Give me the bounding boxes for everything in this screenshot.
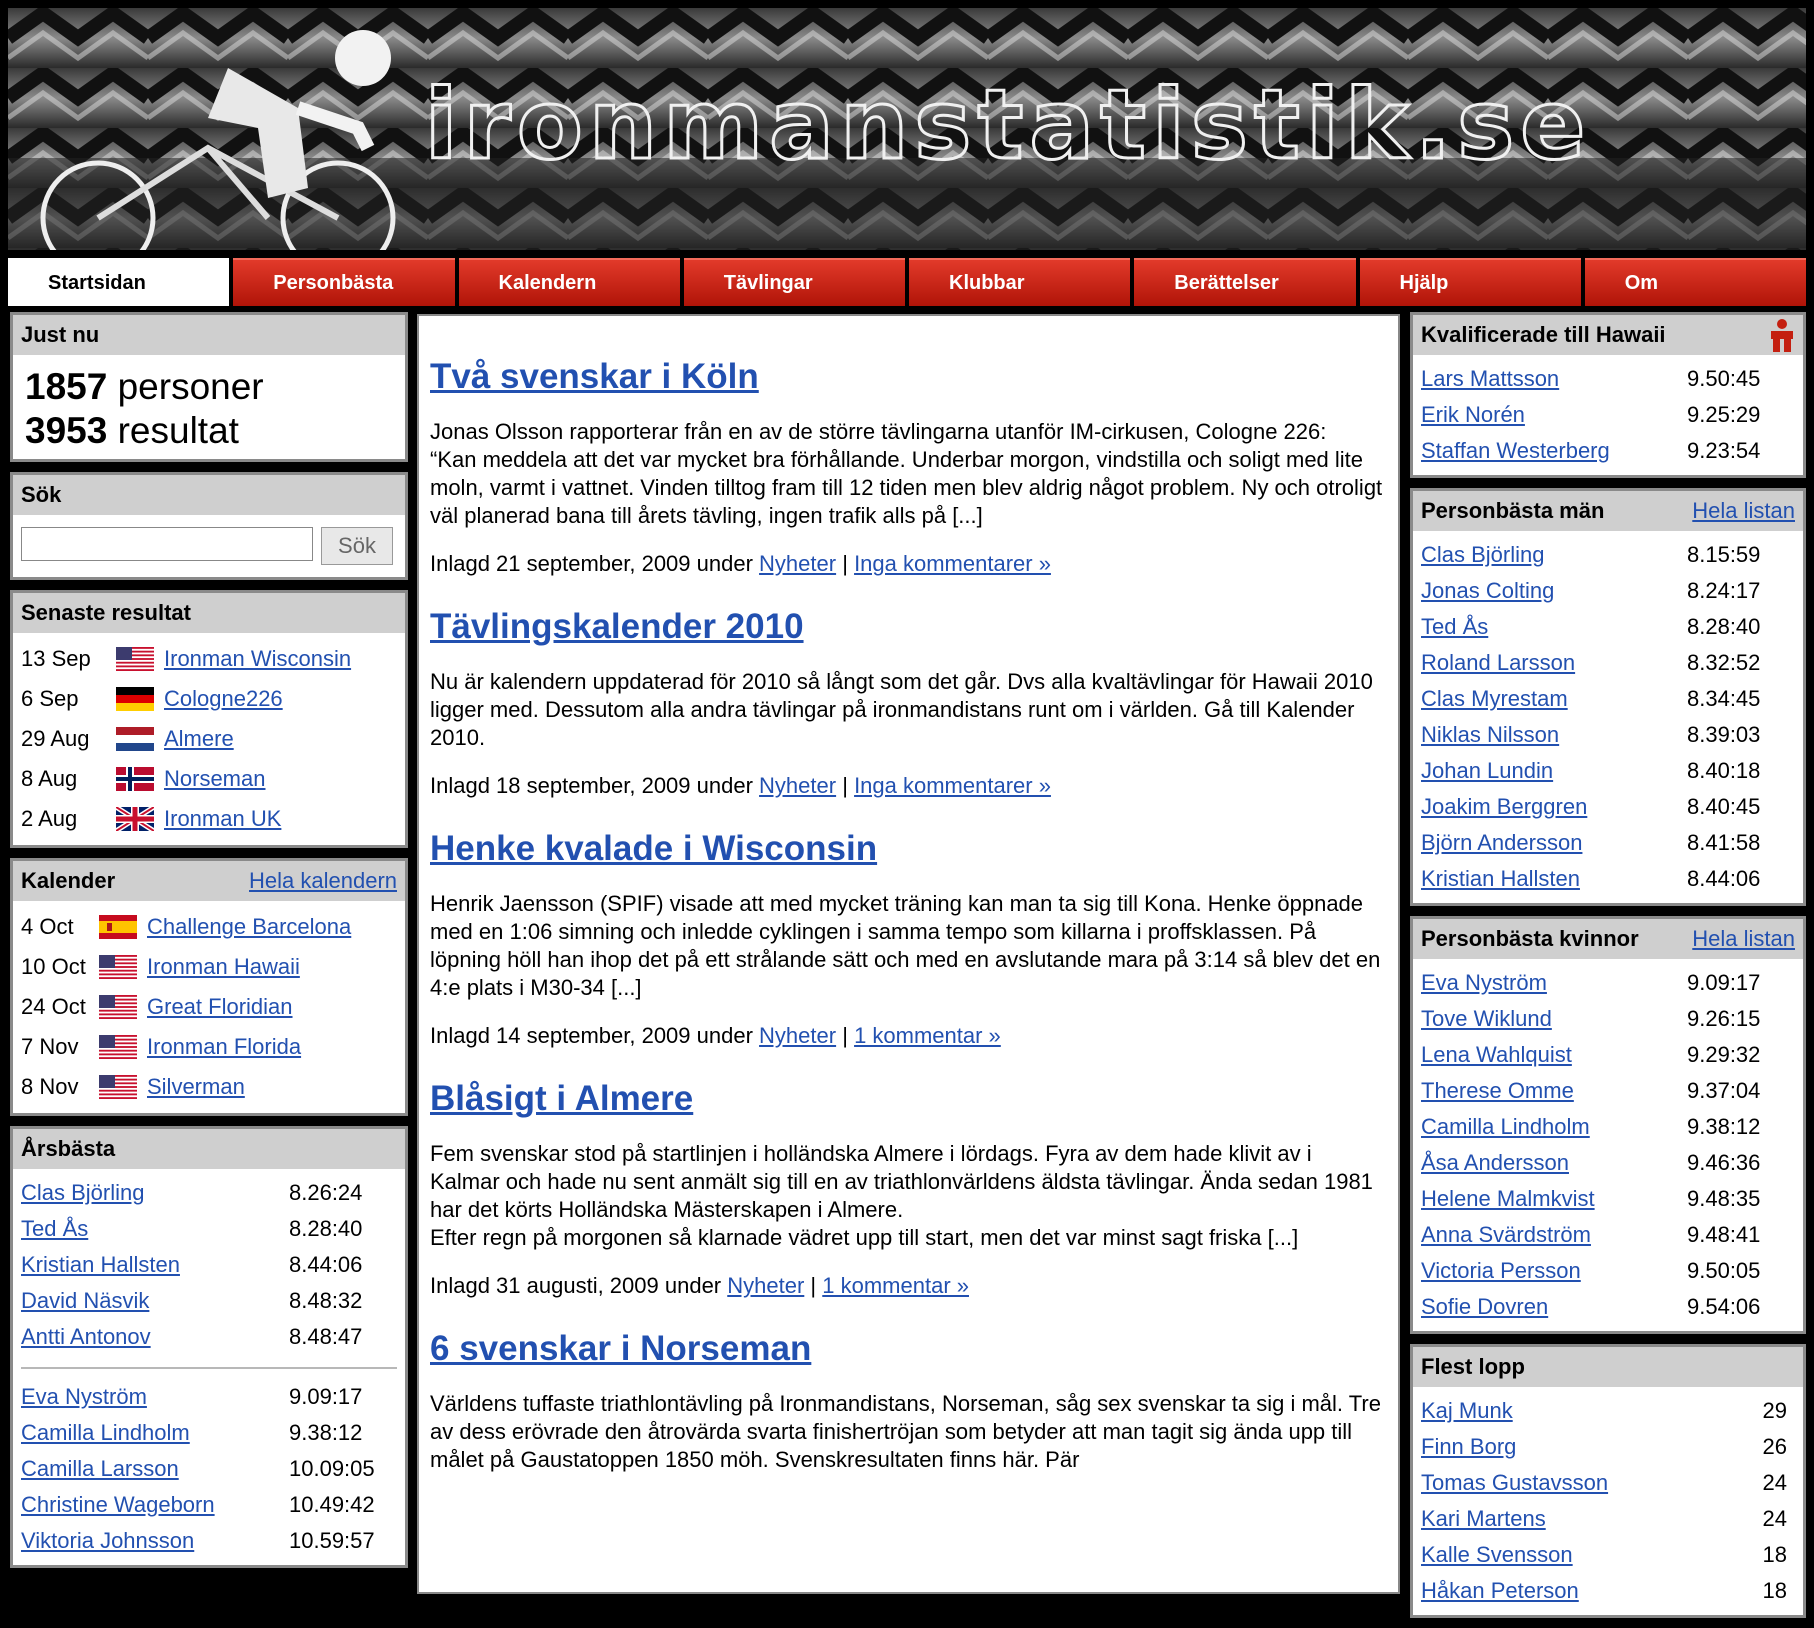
box-header [13,861,405,901]
list-item [1421,1393,1795,1429]
article-meta [430,772,1387,800]
article-title-link[interactable]: Två svenskar i Köln [430,357,759,396]
search-box [10,472,408,580]
person-link[interactable]: Roland Larsson [1421,650,1576,675]
hela-listan-men-link[interactable]: Hela listan [1692,498,1795,523]
person-link[interactable]: Finn Borg [1421,1434,1517,1459]
list-item [1421,1109,1795,1145]
person-link[interactable]: Jonas Colting [1421,578,1555,603]
finish-time: 8.39:03 [1687,722,1761,747]
box-header [1413,919,1803,959]
list-item [1421,753,1795,789]
arsbasta-women-list [21,1379,397,1559]
site-banner [8,8,1806,250]
flag-netherlands-icon [116,727,154,751]
list-item [1421,1253,1795,1289]
person-link[interactable]: Anna Svärdström [1421,1222,1591,1247]
finish-time: 9.25:29 [1687,402,1761,427]
list-item [1421,397,1795,433]
pb-men-box [1410,488,1806,906]
finish-time: 9.26:15 [1687,1006,1761,1031]
person-link[interactable]: Kristian Hallsten [1421,866,1580,891]
person-link[interactable]: David Näsvik [21,1288,150,1313]
box-title: Senaste resultat [21,600,191,625]
article-meta [430,550,1387,578]
article-title-link[interactable]: Blåsigt i Almere [430,1079,694,1118]
list-item [21,1319,397,1355]
event-row [21,679,397,719]
nav-tab-hjalp[interactable]: Hjälp [1360,258,1581,306]
box-header [1413,315,1803,355]
article-title-link[interactable]: 6 svenskar i Norseman [430,1329,812,1368]
site-logo-text: ironmanstatistik.se [424,69,1592,181]
article [419,1078,1398,1300]
event-date: 24 Oct [21,994,86,1019]
box-title: Årsbästa [21,1136,116,1161]
category-link[interactable]: Nyheter [727,1273,805,1298]
article-meta [430,1272,1387,1300]
comments-link[interactable]: 1 kommentar » [822,1273,969,1298]
person-link[interactable]: Clas Björling [21,1180,145,1205]
event-row [21,987,397,1027]
person-link[interactable]: Camilla Larsson [21,1456,179,1481]
finish-time: 8.26:24 [289,1180,363,1205]
event-date: 7 Nov [21,1034,79,1059]
persons-label: personer [117,366,264,407]
category-link[interactable]: Nyheter [759,551,837,576]
finish-time: 8.44:06 [289,1252,363,1277]
finish-time: 8.44:06 [1687,866,1761,891]
nav-tab-om[interactable]: Om [1585,258,1806,306]
person-link[interactable]: Åsa Andersson [1421,1150,1569,1175]
event-date: 29 Aug [21,726,90,751]
list-item [1421,537,1795,573]
finish-time: 10.59:57 [289,1528,375,1553]
finish-time: 8.32:52 [1687,650,1761,675]
person-link[interactable]: Clas Björling [1421,542,1545,567]
pb-women-list [1413,959,1803,1331]
category-link[interactable]: Nyheter [759,1023,837,1048]
right-sidebar [1410,312,1806,1628]
list-item [21,1175,397,1211]
flag-usa-icon [99,955,137,979]
list-item [21,1247,397,1283]
comments-link[interactable]: Inga kommentarer » [854,773,1051,798]
box-title: Personbästa män [1421,498,1605,523]
person-link[interactable]: Kalle Svensson [1421,1542,1573,1567]
list-item [1421,1573,1795,1609]
list-item [1421,1145,1795,1181]
event-row [21,947,397,987]
finish-time: 10.09:05 [289,1456,375,1481]
search-button[interactable]: Sök [321,527,393,565]
event-link[interactable]: Ironman UK [164,806,282,831]
person-link[interactable]: Johan Lundin [1421,758,1554,783]
list-item [21,1211,397,1247]
event-row [21,759,397,799]
list-item [1421,609,1795,645]
finish-time: 9.48:41 [1687,1222,1761,1247]
list-item [1421,1181,1795,1217]
article-paragraph: Efter regn på morgonen så klarnade vädret upp till start, men det var minst sagt friska [...] [430,1225,1299,1250]
category-link[interactable]: Nyheter [759,773,837,798]
event-link[interactable]: Cologne226 [164,686,283,711]
article-paragraph: Henrik Jaensson (SPIF) visade att med mycket träning kan man ta sig till Kona. Henke öppnade med en 1:06 simning och inledde cyklingen i samma tempo som killarna i proffsklassen. På löpning höll han ihop det på ett strålande sätt och med en avslutande mara på 3:14 så blev det en 4:e plats i M30-34 [...] [430,891,1381,1000]
list-item [1421,1465,1795,1501]
article-paragraph: Nu är kalendern uppdaterad för 2010 så långt som det går. Dvs alla kvaltävlingar för Hawaii 2010 ligger med. Dessutom alla andra tävlingar på ironmandistans runt om i världen. Gå till Kalender 2010. [430,669,1373,750]
finish-time: 9.09:17 [289,1384,363,1409]
person-link[interactable]: Kristian Hallsten [21,1252,180,1277]
meta-separator: | [810,1273,817,1298]
meta-separator: | [842,773,848,798]
box-header [13,315,405,355]
person-link[interactable]: Antti Antonov [21,1324,151,1349]
meta-separator: | [842,551,848,576]
box-title: Kalender [21,868,116,893]
finish-time: 9.29:32 [1687,1042,1761,1067]
finish-time: 8.28:40 [1687,614,1761,639]
article-excerpt [430,890,1387,1002]
finish-time: 8.34:45 [1687,686,1761,711]
finish-time: 9.48:35 [1687,1186,1761,1211]
finish-time: 9.38:12 [1687,1114,1761,1139]
person-link[interactable]: Ted Ås [21,1216,89,1241]
article-excerpt [430,1140,1387,1252]
event-date: 2 Aug [21,806,78,831]
article [419,828,1398,1050]
person-link[interactable]: Ted Ås [1421,614,1489,639]
list-item [1421,965,1795,1001]
flag-usa-icon [99,1075,137,1099]
just-nu-box [10,312,408,462]
finish-time: 8.15:59 [1687,542,1761,567]
finish-time: 9.50:05 [1687,1258,1761,1283]
flag-usa-icon [99,995,137,1019]
kalender-list [13,901,405,1113]
post-date: Inlagd 21 september, 2009 under [430,551,753,576]
event-date: 6 Sep [21,686,79,711]
finish-time: 8.41:58 [1687,830,1761,855]
event-link[interactable]: Norseman [164,766,266,791]
event-row [21,907,397,947]
post-date: Inlagd 14 september, 2009 under [430,1023,753,1048]
event-date: 4 Oct [21,914,74,939]
person-link[interactable]: Lars Mattsson [1421,366,1560,391]
list-item [21,1283,397,1319]
kalender-box [10,858,408,1116]
list-item [1421,1501,1795,1537]
person-link[interactable]: Viktoria Johnsson [21,1528,195,1553]
nav-tab-kalendern[interactable]: Kalendern [459,258,680,306]
box-title: Sök [21,482,62,507]
list-item [21,1379,397,1415]
person-link[interactable]: Eva Nyström [1421,970,1547,995]
person-link[interactable]: Joakim Berggren [1421,794,1588,819]
arsbasta-box [10,1126,408,1568]
nav-tab-personbasta[interactable]: Personbästa [233,258,454,306]
list-item [1421,717,1795,753]
event-row [21,639,397,679]
ironman-logo-icon [1769,318,1795,352]
box-header [13,1129,405,1169]
event-date: 10 Oct [21,954,86,979]
person-link[interactable]: Victoria Persson [1421,1258,1581,1283]
person-link[interactable]: Erik Norén [1421,402,1525,427]
list-item [1421,861,1795,897]
senaste-resultat-box [10,590,408,848]
hawaii-box [1410,312,1806,478]
person-link[interactable]: Tove Wiklund [1421,1006,1552,1031]
article-paragraph: “Kan meddela att det var mycket bra förhållande. Underbar morgon, vindstilla och soligt med lite moln, varmt i vattnet. Vinden tilltog fram till 12 tiden men blev aldrig något problem. Ny och otroligt väl planerad bana till årets tävling, ingen trafik alls på [...] [430,447,1383,528]
article-excerpt [430,1390,1387,1474]
event-link[interactable]: Challenge Barcelona [147,914,352,939]
divider [21,1367,397,1369]
box-header [1413,1347,1803,1387]
post-date: Inlagd 18 september, 2009 under [430,773,753,798]
pb-women-box [1410,916,1806,1334]
person-link[interactable]: Camilla Lindholm [21,1420,190,1445]
article-meta [430,1022,1387,1050]
flest-lopp-box [1410,1344,1806,1618]
event-link[interactable]: Ironman Hawaii [147,954,300,979]
finish-time: 8.48:47 [289,1324,363,1349]
list-item [21,1451,397,1487]
list-item [21,1487,397,1523]
hela-kalendern-link[interactable]: Hela kalendern [249,868,397,893]
person-link[interactable]: Christine Wageborn [21,1492,215,1517]
article-list [419,316,1398,1474]
person-link[interactable]: Eva Nyström [21,1384,147,1409]
person-link[interactable]: Kari Martens [1421,1506,1546,1531]
list-item [21,1523,397,1559]
article-paragraph: Fem svenskar stod på startlinjen i holländska Almere i lördags. Fyra av dem hade klivit av i Kalmar och hade nu sent anmält sig till en av triathlonvärldens äldsta tävlingar. Ända sedan 1981 har det körts Holländska Mästerskapen i Almere. [430,1141,1373,1222]
event-date: 8 Nov [21,1074,79,1099]
results-count: 3953 [25,410,108,451]
list-item [1421,1217,1795,1253]
flag-usa-icon [116,647,154,671]
pb-men-list [1413,531,1803,903]
event-date: 8 Aug [21,766,78,791]
list-item [21,1415,397,1451]
nav-tab-berattelser[interactable]: Berättelser [1134,258,1355,306]
list-item [1421,433,1795,469]
person-link[interactable]: Tomas Gustavsson [1421,1470,1609,1495]
results-label: resultat [117,410,239,451]
article-paragraph: Världens tuffaste triathlontävling på Ironmandistans, Norseman, såg sex svenskar ta sig i mål. Tre av dess erövrade den åtrovärda svarta finishertröjan som betyder att man tagit sig ända upp till målet på Gaustatoppen 1850 möh. Svenskresultaten finns här. Pär [430,1391,1381,1472]
persons-count: 1857 [25,366,108,407]
article-title-link[interactable]: Henke kvalade i Wisconsin [430,829,878,868]
list-item [1421,361,1795,397]
nav-tab-klubbar[interactable]: Klubbar [909,258,1130,306]
finish-time: 8.48:32 [289,1288,363,1313]
person-link[interactable]: Sofie Dovren [1421,1294,1549,1319]
article-title-link[interactable]: Tävlingskalender 2010 [430,607,804,646]
race-count: 29 [1762,1398,1787,1423]
box-header [1413,491,1803,531]
race-count: 18 [1762,1578,1787,1603]
post-date: Inlagd 31 augusti, 2009 under [430,1273,722,1298]
finish-time: 10.49:42 [289,1492,375,1517]
event-row [21,799,397,839]
race-count: 26 [1762,1434,1787,1459]
person-link[interactable]: Lena Wahlquist [1421,1042,1572,1067]
flag-uk-icon [116,807,154,831]
event-link[interactable]: Great Floridian [147,994,293,1019]
flag-norway-icon [116,767,154,791]
person-link[interactable]: Helene Malmkvist [1421,1186,1595,1211]
list-item [1421,1073,1795,1109]
article-excerpt [430,668,1387,752]
list-item [1421,645,1795,681]
list-item [1421,825,1795,861]
article [419,606,1398,800]
finish-time: 9.46:36 [1687,1150,1761,1175]
finish-time: 9.23:54 [1687,438,1761,463]
race-count: 24 [1762,1506,1787,1531]
list-item [1421,1289,1795,1325]
hawaii-list [1413,355,1803,475]
list-item [1421,1001,1795,1037]
event-link[interactable]: Almere [164,726,234,751]
list-item [1421,573,1795,609]
event-link[interactable]: Ironman Wisconsin [164,646,352,671]
person-link[interactable]: Clas Myrestam [1421,686,1568,711]
event-link[interactable]: Ironman Florida [147,1034,302,1059]
race-count: 24 [1762,1470,1787,1495]
event-row [21,1067,397,1107]
nav-tab-tavlingar[interactable]: Tävlingar [684,258,905,306]
event-date: 13 Sep [21,646,91,671]
hela-listan-women-link[interactable]: Hela listan [1692,926,1795,951]
left-sidebar [10,312,408,1578]
flest-list [1413,1387,1803,1615]
list-item [1421,789,1795,825]
article [419,1328,1398,1474]
article-excerpt [430,418,1387,530]
banner-image [8,8,1806,250]
person-link[interactable]: Kaj Munk [1421,1398,1513,1423]
box-title: Flest lopp [1421,1354,1525,1379]
finish-time: 9.09:17 [1687,970,1761,995]
arsbasta-men-list [21,1175,397,1355]
finish-time: 9.54:06 [1687,1294,1761,1319]
list-item [1421,1537,1795,1573]
search-input[interactable] [21,527,313,561]
person-link[interactable]: Niklas Nilsson [1421,722,1560,747]
stats-counts [13,355,405,459]
list-item [1421,681,1795,717]
box-title: Kvalificerade till Hawaii [1421,322,1666,347]
event-link[interactable]: Silverman [147,1074,245,1099]
finish-time: 9.38:12 [289,1420,363,1445]
finish-time: 8.40:18 [1687,758,1761,783]
finish-time: 8.24:17 [1687,578,1761,603]
person-link[interactable]: Therese Omme [1421,1078,1574,1103]
comments-link[interactable]: 1 kommentar » [854,1023,1001,1048]
flag-germany-icon [116,687,154,711]
finish-time: 8.40:45 [1687,794,1761,819]
meta-separator: | [842,1023,848,1048]
main-content [417,314,1400,1594]
list-item [1421,1037,1795,1073]
box-header [13,475,405,515]
person-link[interactable]: Björn Andersson [1421,830,1583,855]
article [419,356,1398,578]
nav-tab-startsidan[interactable]: Startsidan [8,258,229,306]
box-title: Personbästa kvinnor [1421,926,1639,951]
person-link[interactable]: Håkan Peterson [1421,1578,1579,1603]
finish-time: 8.28:40 [289,1216,363,1241]
article-paragraph: Jonas Olsson rapporterar från en av de större tävlingarna utanför IM-cirkusen, Cologne 226: [430,419,1327,444]
event-row [21,719,397,759]
flag-usa-icon [99,1035,137,1059]
box-title: Just nu [21,322,100,347]
finish-time: 9.37:04 [1687,1078,1761,1103]
flag-spain-icon [99,915,137,939]
box-header [13,593,405,633]
main-nav [8,258,1806,306]
senaste-list [13,633,405,845]
finish-time: 9.50:45 [1687,366,1761,391]
event-row [21,1027,397,1067]
person-link[interactable]: Camilla Lindholm [1421,1114,1590,1139]
list-item [1421,1429,1795,1465]
race-count: 18 [1762,1542,1787,1567]
comments-link[interactable]: Inga kommentarer » [854,551,1051,576]
person-link[interactable]: Staffan Westerberg [1421,438,1610,463]
